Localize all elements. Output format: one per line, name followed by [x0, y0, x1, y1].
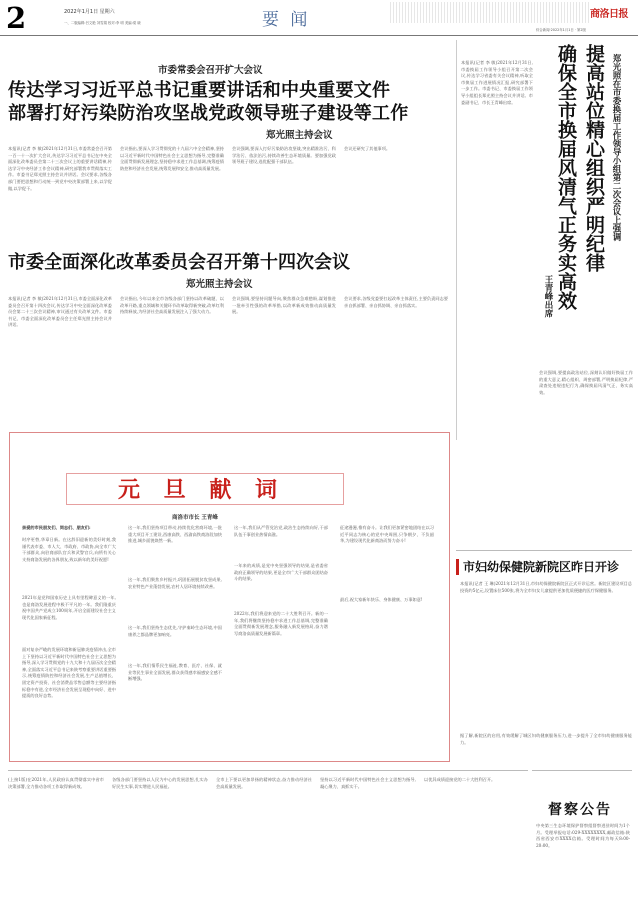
article-column: 本报讯(记者 王 琳)2021年12月31日,市妇幼保健院新院区正式开诊运营。新院区建设项目总投资约5亿元,设置床位500张,将为全市妇女儿童提供更加优质便捷的医疗保健服务。: [460, 581, 632, 593]
article-byline: 郑光照主持会议: [186, 279, 253, 290]
address-paragraph: 最后,祝大家新年快乐、身体健康、万事如意!: [340, 597, 423, 602]
article-column: 会议强调,要深入打好污染防治攻坚战,突出精准治污、科学治污、依法治污,持续改善生态环境质量。要加强党政领导班子建设,选优配强干部队伍。: [232, 146, 336, 165]
article-column: 以优异成绩迎接党的二十大胜利召开。: [424, 777, 496, 782]
issue-date: 2022年1月1日 星期六: [64, 9, 115, 15]
article-subhead-vertical: 郑光照在市委换届工作领导小组第二次会议上强调: [611, 54, 621, 241]
article-standing-committee: [8, 40, 451, 248]
article-column: 据了解,新院区的启用,有效缓解了城区妇幼健康服务压力,进一步提升了全市妇幼健康服务能力。: [460, 733, 632, 745]
address-paragraph: 面对复杂严峻的发展环境和新冠肺炎疫情冲击,全市上下坚持以习近平新时代中国特色社会主义思想为指导,深入学习贯彻党的十九大和十九届历次全会精神,全面落实习近平总书记来陕考察重要讲话重要指示,统筹疫情防控和经济社会发展,生产总值增长、固定资产投资、社会消费品零售总额等主要经济指标稳中有进,全市经济社会发展呈现稳中向好、进中提质的良好态势。: [22, 647, 116, 699]
article-column: 本报讯(记者 李 敏)2021年12月31日,市委换届工作领导小组召开第二次会议,传达学习省委有关会议精神,听取全市换届工作进展情况汇报,研究部署下一步工作。市委书记、市委换届工作领导小组组长郑光照主持会议并讲话。市委副书记、市长王青峰出席。: [461, 60, 533, 105]
article-headline-2: 部署打好污染防治攻坚战党政领导班子建设等工作: [8, 103, 409, 124]
article-headline-1: 传达学习习近平总书记重要讲话和中央重要文件: [8, 80, 391, 101]
article-column: 会议强调,要提高政治站位,深刻认识做好换届工作的重大意义,精心组织、周密部署,严明换届纪律,严肃查处违规违纪行为,确保换届风清气正、务实高效。: [539, 370, 633, 395]
article-column: 会议指出,要深入学习贯彻党的十九届六中全会精神,坚持以习近平新时代中国特色社会主义思想为指导,完整准确全面贯彻新发展理念,坚持稳中求进工作总基调,统筹疫情防控和经济社会发展,统筹发展和安全,推动高质量发展。: [120, 146, 224, 171]
article-subhead-vertical: 王青峰出席: [543, 275, 553, 318]
page-header: [0, 0, 638, 36]
notice-title: 督察公告: [548, 802, 612, 818]
article-column: 本报讯(记者 李 敏)2021年12月31日,市委全面深化改革委员会召开第十四次会议,传达学习中央全面深化改革委员会第二十三次会议精神,审议通过有关改革文件。市委书记、市委全面深化改革委员会主任郑光照主持会议并讲话。: [8, 296, 112, 328]
article-column: 会议还研究了其他事项。: [344, 146, 391, 151]
address-paragraph: 2022年,我们将迎来党的二十大胜利召开。新的一年,我们将继续坚持稳中求进工作总基调,完整准确全面贯彻新发展理念,服务融入新发展格局,奋力谱写商洛高质量发展新篇章。: [234, 611, 328, 636]
article-column: 会议指出,今年以来全市各级各部门坚持以改革破题、以改革开路,重点领域和关键环节改革取得新突破,改革红利持续释放,为经济社会高质量发展注入了强大动力。: [120, 296, 224, 315]
address-paragraph: 这一年,我们坚持生态优先,守护秦岭生态环境,中国康养之都品牌更加响亮。: [128, 625, 222, 637]
address-paragraph: 2021年是党和国家历史上具有里程碑意义的一年,也是商洛发展进程中极不平凡的一年。我们隆重庆祝中国共产党成立100周年,开启全面建设社会主义现代化国家新征程。: [22, 595, 116, 620]
article-byline: 郑光照主持会议: [266, 130, 333, 141]
article-headline: 市妇幼保健院新院区昨日开诊: [463, 560, 620, 574]
article-election-work: [456, 40, 632, 440]
address-paragraph: 时序更替,华章日新。在这辞旧迎新的美好时刻,我谨代表市委、市人大、市政府、市政协,向全市广大干部群众,向驻商部队官兵和武警官兵,向所有关心支持商洛发展的各界朋友,致以新年的美好祝愿!: [22, 537, 116, 562]
editor-credits: 一、二版编辑:吕文艳 刘雪娟 校对:李 明 美编:梁 晓: [64, 21, 141, 25]
section-title: 要 闻: [262, 10, 311, 30]
article-headline-vertical-2: 确保全市换届风清气正务实高效: [555, 44, 577, 310]
article-column: 全市上下要以更加昂扬的精神状态,奋力推动经济社会高质量发展。: [216, 777, 312, 789]
edition-banner: [390, 2, 590, 23]
address-paragraph: 这一年,我们从严管党治党,政治生态持续向好,干部队伍干事创业热情高涨。: [234, 525, 328, 537]
article-kicker: 市委常委会召开扩大会议: [158, 65, 263, 76]
article-headline-bar: [456, 559, 459, 575]
article-hospital: [456, 550, 632, 770]
address-paragraph: 这一年,我们聚焦乡村振兴,巩固拓展脱贫攻坚成果,农业特色产业蓬勃发展,农村人居环境持续改善。: [128, 577, 222, 589]
edition-info: 综合新闻·2022年1月1日 · 第2版: [536, 28, 586, 32]
address-paragraph: 亲爱的市民朋友们、同志们、朋友们:: [22, 525, 91, 530]
page-number: 2: [6, 1, 27, 35]
address-byline: 商洛市市长 王青峰: [172, 515, 218, 521]
article-headline: 市委全面深化改革委员会召开第十四次会议: [8, 252, 350, 273]
article-headline-vertical-1: 提高站位精心组织严明纪律: [583, 44, 605, 272]
article-column: 坚持以习近平新时代中国特色社会主义思想为指导,凝心聚力、真抓实干。: [320, 777, 416, 789]
address-paragraph: 这一年,我们情系民生福祉,教育、医疗、社保、就业等民生事业全面发展,群众获得感幸福感安全感不断增强。: [128, 663, 222, 682]
article-column: 本报讯(记者 李 敏)2021年12月31日,市委常委会召开第一百一十一次扩大会议,传达学习习近平总书记在中央全面深化改革委员会第二十三次会议上的重要讲话精神,传达学习中央经济工作会议精神,研究部署我市贯彻落实工作。市委书记郑光照主持会议并讲话。会议要求,各级各部门要把思想和行动统一到党中央决策部署上来,以学促做,以学促干。: [8, 146, 112, 191]
address-paragraph: 征途漫漫,惟有奋斗。让我们更加紧密地团结在以习近平同志为核心的党中央周围,只争朝夕、不负韶华,为建设现代化新商洛而努力奋斗!: [340, 525, 434, 544]
notice-body: 中央第三生态环境保护督察组督察进驻时间为1个月。受理举报电话:029-XXXXXXXX,邮政信箱:陕西省西安市XXXX信箱。受理时间为每天8:00-20:00。: [536, 823, 630, 848]
article-column: 会议要求,各级党委要扛起改革主体责任,主要负责同志要亲自抓部署、亲自抓协调、亲自抓落实。: [344, 296, 448, 308]
article-reform-committee: [8, 252, 451, 427]
new-year-address: [9, 432, 450, 762]
newspaper-logo: 商洛日报: [590, 9, 628, 20]
address-title: 元 旦 献 词: [118, 477, 285, 503]
article-column: 会议强调,要坚持问题导向,聚焦群众急难愁盼,谋划推进一批牵引性强的改革举措,以改革新成效推动高质量发展。: [232, 296, 336, 315]
article-column: (上接1版)在2021年,人民政府认真贯彻落实中省市决策部署,全力推动各项工作取得新成效。: [8, 777, 104, 789]
article-continued: [8, 770, 528, 906]
address-paragraph: 一年来的成绩,是党中央坚强领导的结果,是省委省政府正确领导的结果,更是全市广大干部群众团结奋斗的结果。: [234, 563, 328, 582]
article-column: 各级各部门要坚持以人民为中心的发展思想,扎实办好民生实事,切实增进人民福祉。: [112, 777, 208, 789]
supervision-notice: [532, 770, 632, 906]
address-paragraph: 这一年,我们坚持项目带动,持续优化营商环境,一批重大项目开工建设,西康高铁、西渝高铁商洛段加快推进,城乡面貌焕然一新。: [128, 525, 222, 544]
